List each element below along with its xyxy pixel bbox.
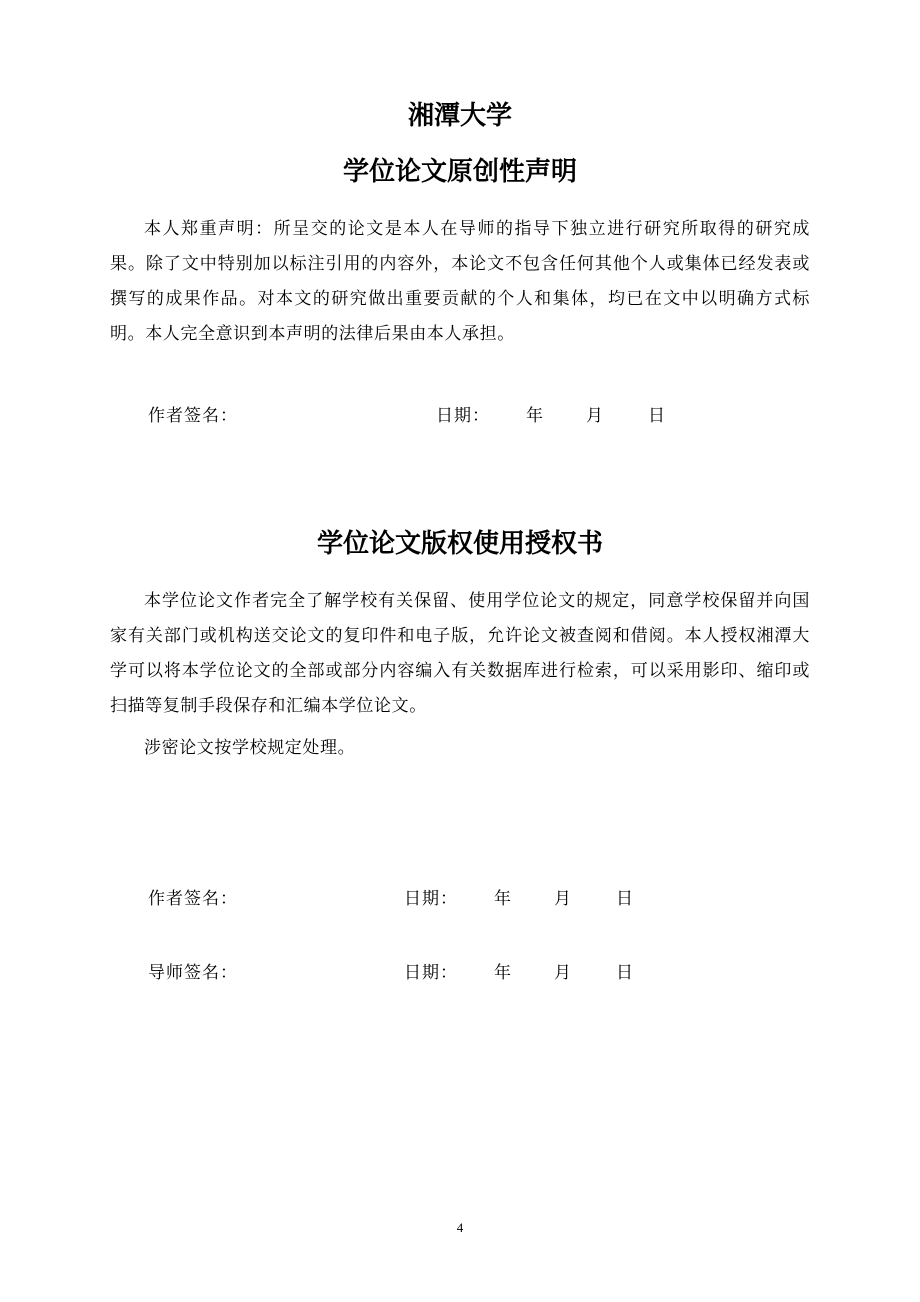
advisor-signature-row bbox=[0, 958, 920, 988]
date-label: 日期： bbox=[404, 889, 458, 909]
copyright-author-signature-row bbox=[0, 884, 920, 914]
month-label: 月 bbox=[586, 406, 604, 426]
originality-signature-row bbox=[0, 401, 920, 431]
year-label: 年 bbox=[526, 406, 544, 426]
originality-title: 学位论文原创性声明 bbox=[342, 157, 577, 187]
originality-statement: 本人郑重声明：所呈交的论文是本人在导师的指导下独立进行研究所取得的研究成果。除了文中特别加以标注引用的内容外，本论文不包含任何其他个人或集体已经发表或撰写的成果作品。对本文的研究做出重要贡献的个人和集体，均已在文中以明确方式标明。本人完全意识到本声明的法律后果由本人承担。 bbox=[110, 219, 810, 344]
day-label: 日 bbox=[616, 889, 634, 909]
advisor-signature-label: 导师签名： bbox=[148, 963, 238, 983]
page-number: 4 bbox=[456, 1220, 464, 1235]
year-label: 年 bbox=[494, 963, 512, 983]
date-label: 日期： bbox=[404, 963, 458, 983]
author-signature-label: 作者签名： bbox=[148, 889, 238, 909]
date-label: 日期： bbox=[436, 406, 490, 426]
year-label: 年 bbox=[494, 889, 512, 909]
classified-thesis-note: 涉密论文按学校规定处理。 bbox=[144, 738, 356, 758]
university-title: 湘潭大学 bbox=[407, 101, 512, 131]
month-label: 月 bbox=[554, 963, 572, 983]
day-label: 日 bbox=[648, 406, 666, 426]
copyright-statement: 本学位论文作者完全了解学校有关保留、使用学位论文的规定，同意学校保留并向国家有关部门或机构送交论文的复印件和电子版，允许论文被查阅和借阅。本人授权湘潭大学可以将本学位论文的全部或部分内容编入有关数据库进行检索，可以采用影印、缩印或扫描等复制手段保存和汇编本学位论文。 bbox=[110, 591, 810, 716]
day-label: 日 bbox=[616, 963, 634, 983]
author-signature-label: 作者签名： bbox=[148, 406, 238, 426]
copyright-title: 学位论文版权使用授权书 bbox=[316, 529, 603, 559]
month-label: 月 bbox=[554, 889, 572, 909]
